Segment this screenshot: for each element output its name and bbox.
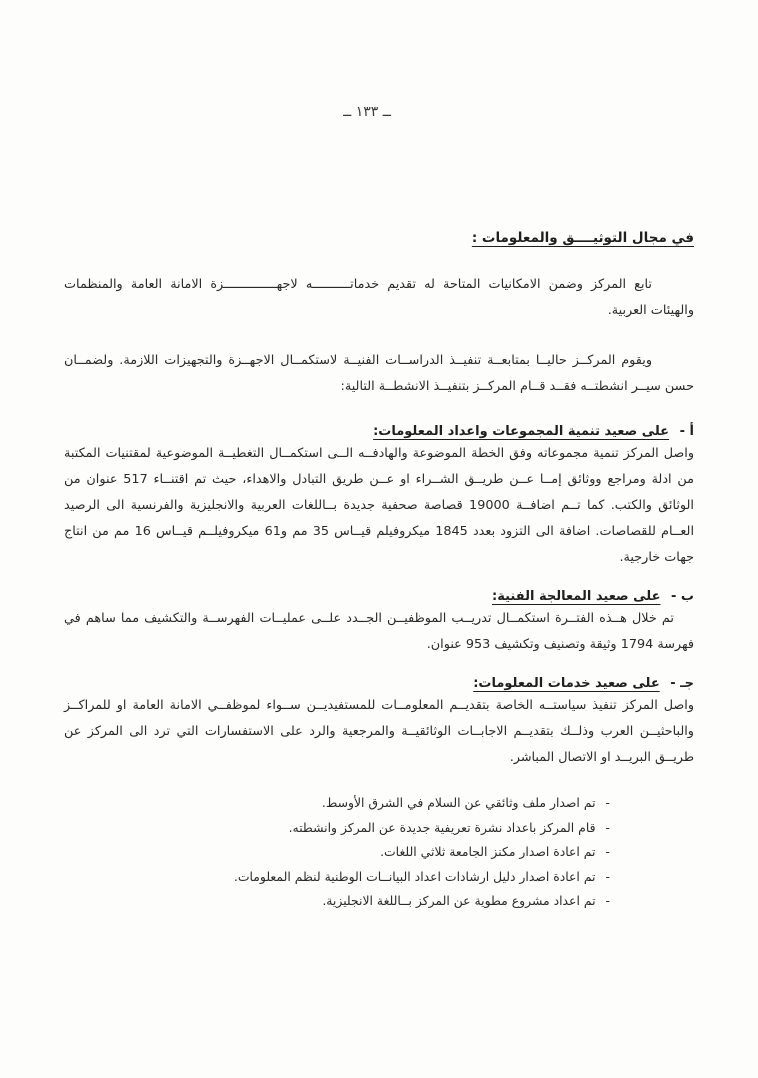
section-a-marker: أ -: [679, 424, 694, 439]
section-a-body: واصل المركز تنمية مجموعاته وفق الخطة الموضوعة والهادفــه الــى استكمــال التغطيــة الموضوعية لمقتنيات المكتبة من ادلة ومراجع ووثائق إمــا عــن طريــق الشــراء او عــن طريق التبادل والاهداء، حيث تم اقتنــاء 517 عنوان من الوثائق والكتب. كما تــم اضافــة 19000 قصاصة صحفية جديدة بــاللغات العربية والانجليزية والفرنسية الى الرصيد العــام للقصاصات. اضافة الى التزود بعدد 1845 ميكروفيلم قيــاس 35 مم و61 ميكروفيلــم قيــاس 16 مم من انتاج جهات خارجية.: [64, 446, 694, 565]
list-item-text: قام المركز باعداد نشرة تعريفية جديدة عن المركز وانشطته.: [288, 819, 596, 835]
list-item-text: تم اعادة اصدار مكنز الجامعة ثلاثي اللغات.: [380, 844, 596, 859]
section-b-title: على صعيد المعالجة الفنية:: [492, 589, 661, 604]
section-a-title: على صعيد تنمية المجموعات واعداد المعلومات:: [373, 424, 670, 439]
list-item-text: تم اصدار ملف وثائقي عن السلام في الشرق الأوسط.: [321, 795, 596, 810]
section-b-marker: ب -: [671, 589, 694, 604]
section-c-marker: جـ -: [670, 676, 694, 691]
section-b-heading: [64, 589, 694, 604]
list-item: [64, 840, 610, 865]
section-b-body: تم خلال هــذه الفتــرة استكمــال تدريــب الموظفيــن الجــدد علــى عمليــات الفهرســة والتكشيف مما ساهم في فهرسة 1794 وثيقة وتصنيف وتكشيف 953 عنوان.: [64, 611, 694, 652]
bullet-dash: -: [605, 844, 610, 859]
list-item-text: تم اعداد مشروع مطوية عن المركز بــاللغة الانجليزية.: [322, 893, 596, 908]
document-content: [64, 230, 694, 914]
section-c-title: على صعيد خدمات المعلومات:: [473, 676, 660, 691]
bullet-list: [64, 791, 610, 914]
intro-paragraph-1: تابع المركز وضمن الامكانيات المتاحة له تقديم خدماتــــــــــه لاجهــــــــــــــزة الامانة العامة والمنظمات والهيئات العربية.: [64, 277, 694, 318]
bullet-dash: -: [605, 868, 610, 884]
list-item: [64, 816, 610, 841]
list-item: [64, 865, 610, 890]
bullet-dash: -: [605, 819, 610, 835]
page-number: ــ ١٣٣ ــ: [343, 104, 391, 120]
list-item: [64, 791, 610, 816]
section-a: [64, 424, 694, 571]
document-heading: في مجال التوثيــــق والمعلومات :: [471, 230, 694, 246]
list-item: [64, 889, 610, 914]
intro-paragraph-2: ويقوم المركــز حاليــا بمتابعــة تنفيــذ الدراســات الفنيــة لاستكمــال الاجهــزة والتجهيزات اللازمة. ولضمــان حسن سيــر انشطتــه فقــد قــام المركــز بتنفيــذ الانشطــة التالية:: [64, 353, 694, 394]
bullet-dash: -: [605, 795, 610, 810]
bullet-dash: -: [605, 893, 610, 908]
section-c-body: واصل المركز تنفيذ سياستــه الخاصة بتقديــم المعلومــات للمستفيديــن ســواء لموظفــي الامانة العامة او للمراكــز والباحثيــن العرب وذلــك بتقديــم الاجابــات الوثائقيــة والمرجعية والرد على الاستفسارات التي ترد الى المركز عن طريــق البريــد او الاتصال المباشر.: [64, 698, 694, 765]
section-c-heading: [64, 676, 694, 691]
list-item-text: تم اعادة اصدار دليل ارشادات اعداد البيانــات الوطنية لنظم المعلومات.: [233, 868, 596, 884]
section-a-heading: [64, 424, 694, 439]
section-b: [64, 589, 694, 658]
section-c: [64, 676, 694, 771]
